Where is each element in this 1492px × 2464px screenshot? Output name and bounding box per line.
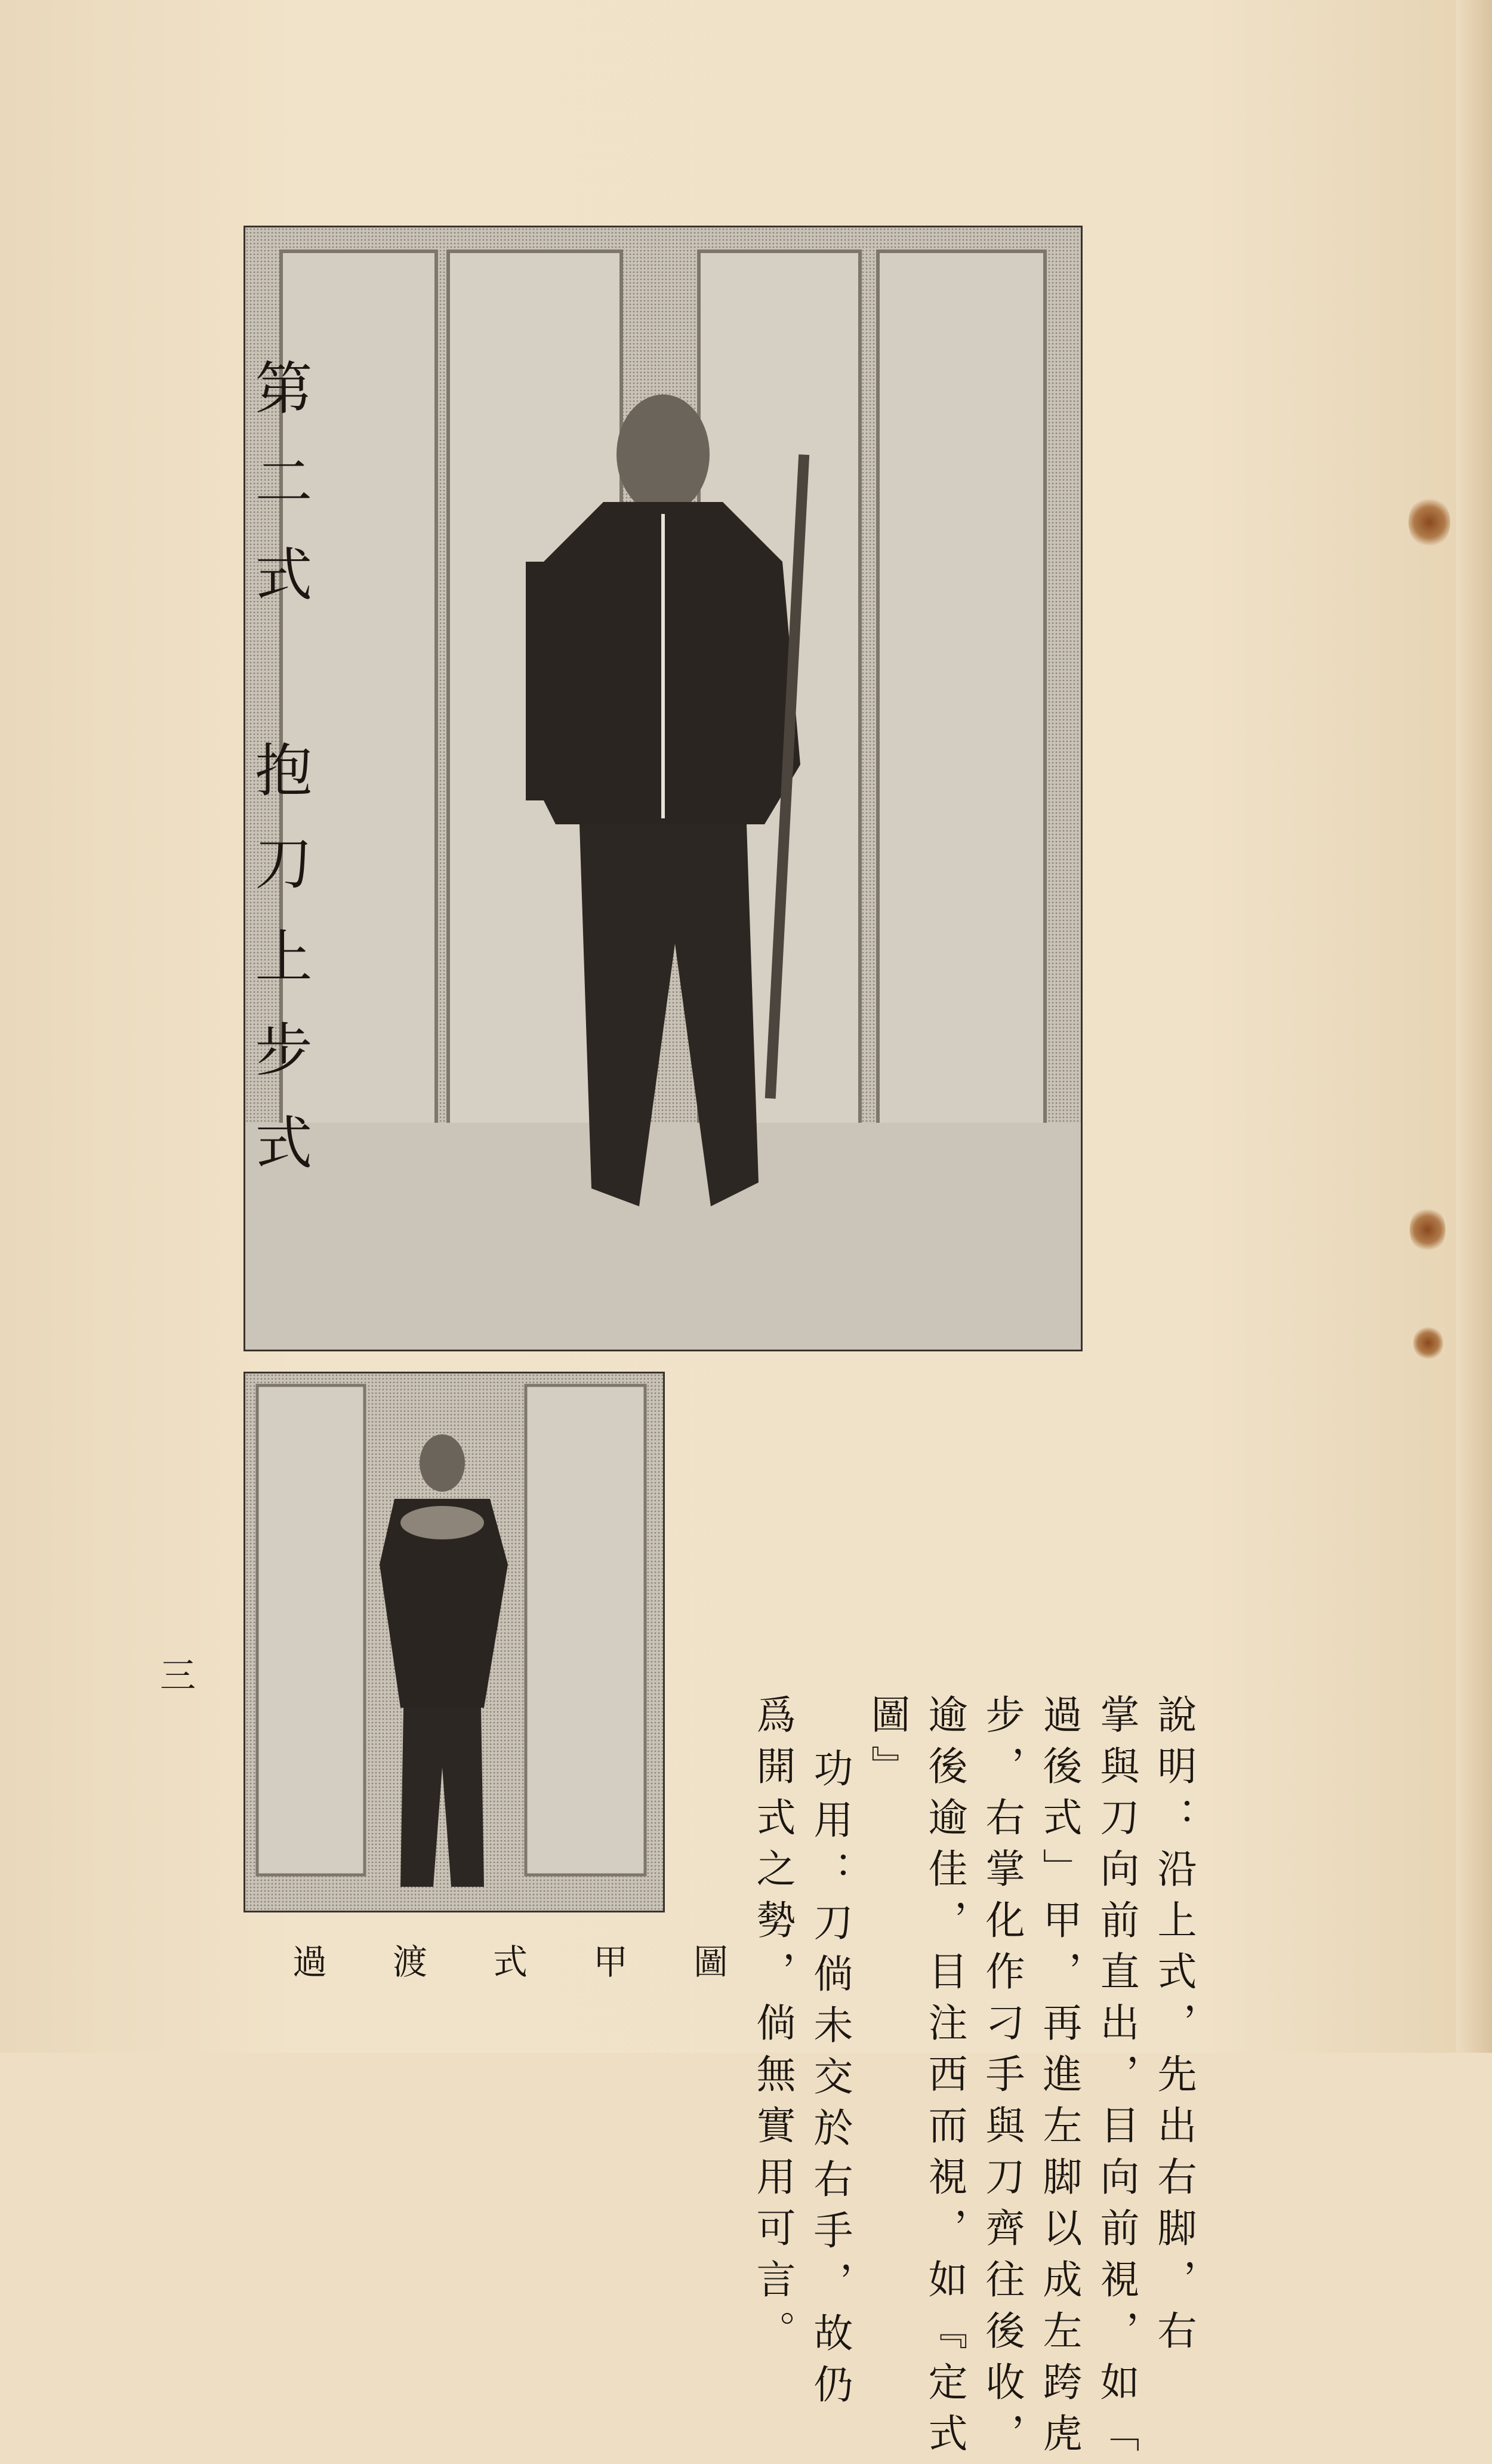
photo-caption: 過渡式甲圖 [292,1942,794,1982]
description-line: 步，右掌化作刁手與刀齊往後收， [979,1694,1025,2464]
rust-stain [1413,1325,1443,1361]
description-line: 說明：沿上式，先出右脚，右 [1151,1694,1197,2361]
rust-stain [1408,495,1450,549]
section-title: 第二式 抱刀上步式 [246,358,313,1206]
description-line: 圖』 [864,1694,910,1797]
description-text [686,1462,1259,2464]
page-edge [1456,0,1492,2053]
man-with-sword-illustration [245,227,1081,1350]
function-line: 爲開式之勢，倘無實用可言。 [750,1694,796,2361]
function-line: 功用：刀倘未交於右手，故仍 [807,1748,853,2415]
transition-pose-illustration [245,1373,663,1911]
main-photo [243,226,1083,1351]
description-line: 掌與刀向前直出，目向前視，如「 [1093,1694,1139,2464]
description-line: 逾後逾佳，目注西而視，如『定式 [921,1694,967,2464]
rust-stain [1410,1206,1445,1253]
description-line: 過後式」甲，再進左脚以成左跨虎 [1036,1694,1082,2464]
transition-photo [243,1372,665,1912]
page-number: 三 [160,1655,196,1697]
